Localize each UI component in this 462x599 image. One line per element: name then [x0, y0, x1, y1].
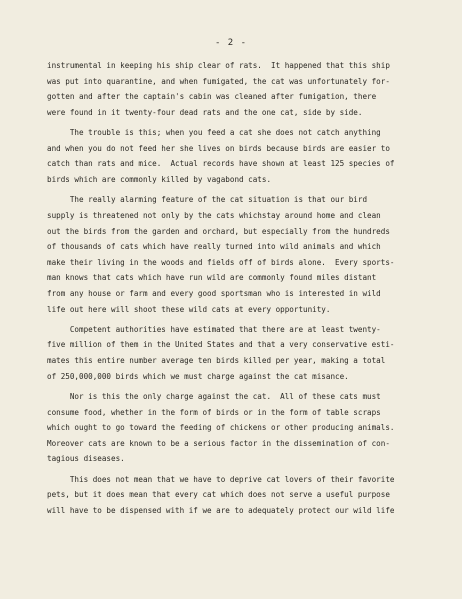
- text-line: Competent authorities have estimated that there are at least twenty-: [47, 324, 381, 334]
- text-line: Nor is this the only charge against the cat. All of these cats must: [47, 392, 381, 402]
- text-line: birds which are commonly killed by vagabond cats.: [47, 174, 272, 184]
- paragraph: [47, 125, 427, 187]
- page-number: - 2 -: [214, 38, 248, 48]
- text-line: consume food, whether in the form of birds or in the form of table scraps: [47, 407, 381, 417]
- text-line: tagious diseases.: [47, 454, 125, 464]
- text-line: instrumental in keeping his ship clear of rats. It happened that this ship: [47, 61, 390, 70]
- paragraph: [47, 472, 427, 519]
- text-line: pets, but it does mean that every cat which does not serve a useful purpose: [47, 490, 390, 500]
- text-line: mates this entire number average ten birds killed per year, making a total: [47, 356, 386, 366]
- paragraph: [47, 389, 427, 467]
- text-line: and when you do not feed her she lives on birds because birds are easier to: [47, 143, 390, 153]
- text-line: from any house or farm and every good sportsman who is interested in wild: [47, 288, 381, 298]
- text-line: The really alarming feature of the cat situation is that our bird: [47, 195, 368, 205]
- text-line: were found in it twenty-four dead rats and the one cat, side by side.: [47, 107, 363, 117]
- text-line: gotten and after the captain's cabin was cleaned after fumigation, there: [47, 92, 377, 102]
- text-line: which ought to go toward the feeding of chickens or other producing animals.: [47, 423, 395, 433]
- text-line: catch than rats and mice. Actual records have shown at least 125 species of: [47, 159, 395, 169]
- text-line: of thousands of cats which have really turned into wild animals and which: [47, 242, 381, 252]
- text-line: This does not mean that we have to deprive cat lovers of their favorite: [47, 474, 395, 484]
- paragraph: [47, 322, 427, 384]
- text-line: will have to be dispensed with if we are to adequately protect our wild life: [47, 506, 395, 516]
- text-line: Moreover cats are known to be a serious factor in the dissemination of con-: [47, 438, 390, 448]
- paragraph: [47, 192, 427, 317]
- paragraph: [47, 58, 427, 120]
- text-line: five million of them in the United States and that a very conservative esti-: [47, 340, 395, 350]
- text-line: man knows that cats which have run wild are commonly found miles distant: [47, 273, 377, 283]
- text-line: life out here will shoot these wild cats at every opportunity.: [47, 304, 331, 314]
- text-line: of 250,000,000 birds which we must charge against the cat misance.: [47, 371, 349, 381]
- text-line: The trouble is this; when you feed a cat she does not catch anything: [47, 128, 381, 138]
- text-line: was put into quarantine, and when fumigated, the cat was unfortunately for-: [47, 76, 390, 86]
- text-line: out the birds from the garden and orchard, but especially from the hundreds: [47, 226, 390, 236]
- text-line: supply is threatened not only by the cats whichstay around home and clean: [47, 210, 381, 220]
- text-line: make their living in the woods and fields off of birds alone. Every sports-: [47, 257, 395, 267]
- body-text: [47, 58, 427, 519]
